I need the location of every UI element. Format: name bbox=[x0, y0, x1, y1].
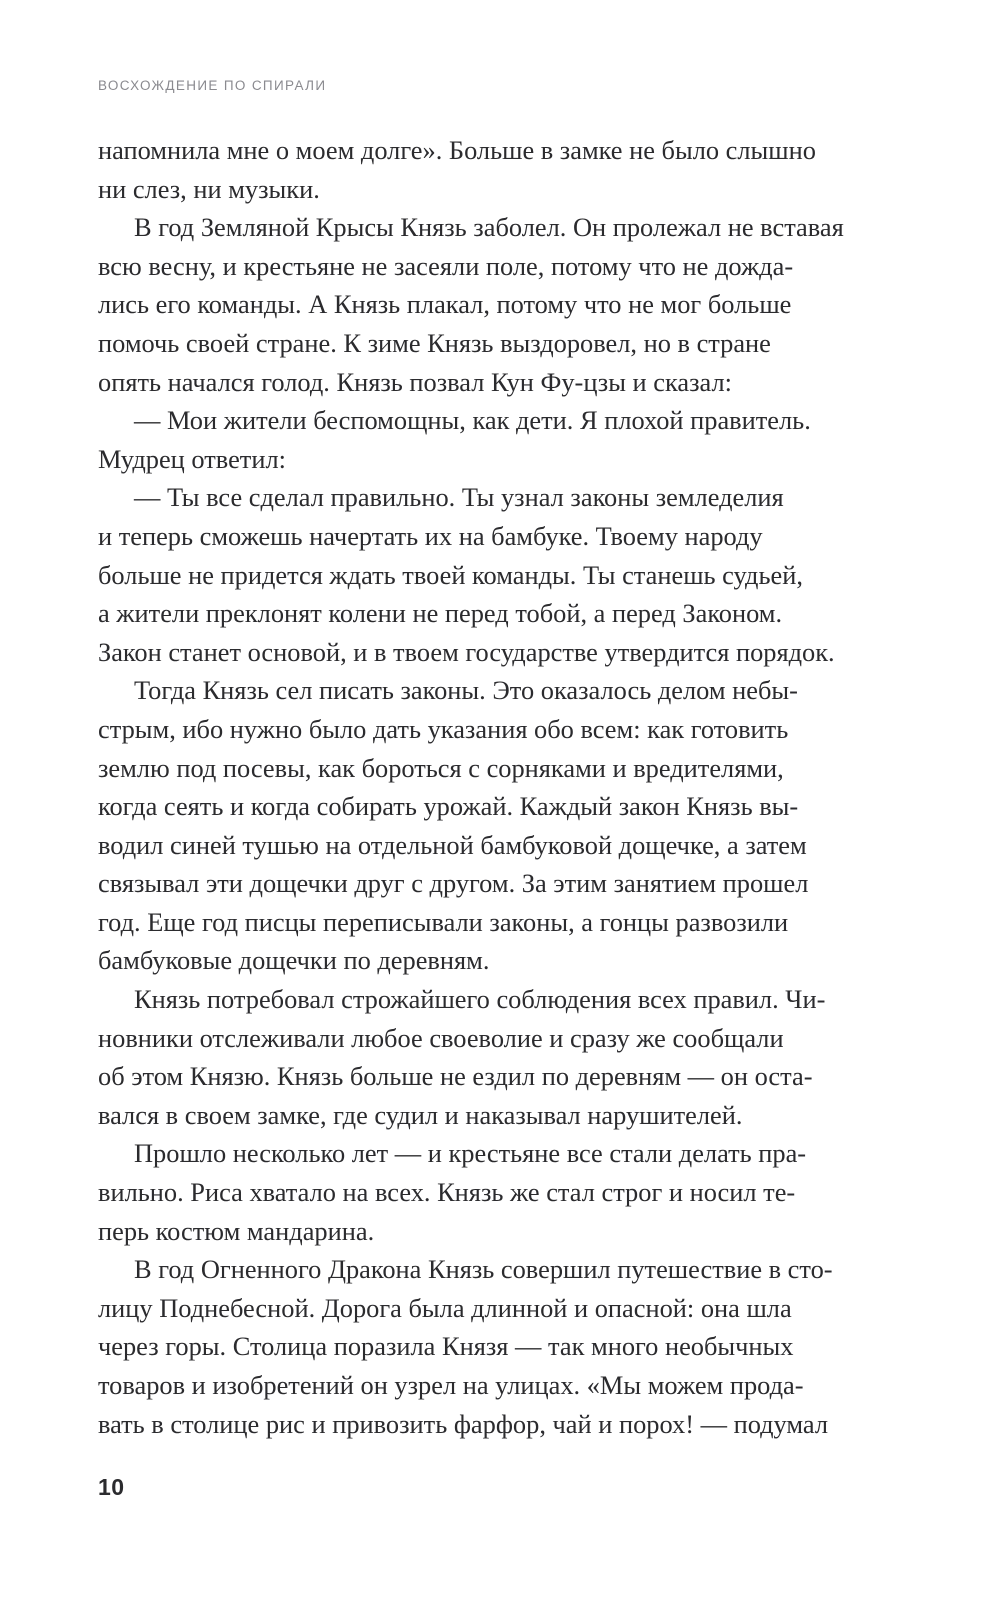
text-line: когда сеять и когда собирать урожай. Каждый закон Князь вы- bbox=[98, 791, 799, 822]
text-line: Закон станет основой, и в твоем государстве утвердится порядок. bbox=[98, 636, 835, 667]
text-line: бамбуковые дощечки по деревням. bbox=[98, 945, 490, 976]
text-line: год. Еще год писцы переписывали законы, а гонцы развозили bbox=[98, 906, 789, 937]
text-line: ни слез, ни музыки. bbox=[98, 173, 320, 204]
paragraph bbox=[98, 1134, 900, 1250]
text-line: всю весну, и крестьяне не засеяли поле, потому что не дожда- bbox=[98, 250, 794, 281]
text-line: землю под посевы, как бороться с сорняками и вредителями, bbox=[98, 752, 784, 783]
text-line: помочь своей стране. К зиме Князь выздоровел, но в стране bbox=[98, 327, 771, 358]
text-line: — Ты все сделал правильно. Ты узнал законы земледелия bbox=[134, 482, 784, 513]
text-line: перь костюм мандарина. bbox=[98, 1215, 375, 1246]
text-line: Прошло несколько лет — и крестьяне все стали делать пра- bbox=[134, 1138, 807, 1169]
text-line: стрым, ибо нужно было дать указания обо всем: как готовить bbox=[98, 713, 789, 744]
paragraph bbox=[98, 1250, 900, 1443]
text-line: новники отслеживали любое своеволие и сразу же сообщали bbox=[98, 1022, 784, 1053]
text-line: В год Земляной Крысы Князь заболел. Он пролежал не вставая bbox=[134, 212, 844, 243]
paragraph bbox=[98, 208, 900, 401]
text-line: вильно. Риса хватало на всех. Князь же стал строг и носил те- bbox=[98, 1177, 796, 1208]
text-line: — Мои жители беспомощны, как дети. Я плохой правитель. bbox=[134, 405, 811, 436]
text-line: вался в своем замке, где судил и наказывал нарушителей. bbox=[98, 1099, 743, 1130]
text-line: Мудрец ответил: bbox=[98, 443, 286, 474]
text-line: опять начался голод. Князь позвал Кун Фу-цзы и сказал: bbox=[98, 366, 732, 397]
text-line: связывал эти дощечки друг с другом. За этим занятием прошел bbox=[98, 868, 809, 899]
text-line: лицу Поднебесной. Дорога была длинной и опасной: она шла bbox=[98, 1292, 792, 1323]
text-line: В год Огненного Дракона Князь совершил путешествие в сто- bbox=[134, 1254, 833, 1285]
text-line: Тогда Князь сел писать законы. Это оказалось делом небы- bbox=[134, 675, 798, 706]
text-line: и теперь сможешь начертать их на бамбуке. Твоему народу bbox=[98, 520, 763, 551]
text-line: водил синей тушью на отдельной бамбуковой дощечке, а затем bbox=[98, 829, 807, 860]
text-line: а жители преклонят колени не перед тобой, а перед Законом. bbox=[98, 598, 783, 629]
body-text-block bbox=[98, 131, 900, 1443]
paragraph bbox=[98, 980, 900, 1134]
running-header: ВОСХОЖДЕНИЕ ПО СПИРАЛИ bbox=[98, 78, 327, 93]
text-line: Князь потребовал строжайшего соблюдения всех правил. Чи- bbox=[134, 984, 826, 1015]
paragraph bbox=[98, 131, 900, 208]
text-line: товаров и изобретений он узрел на улицах. «Мы можем прода- bbox=[98, 1370, 804, 1400]
text-line: напомнила мне о моем долге». Больше в замке не было слышно bbox=[98, 135, 816, 165]
paragraph bbox=[98, 401, 900, 440]
paragraph bbox=[98, 671, 900, 980]
text-line: через горы. Столица поразила Князя — так много необычных bbox=[98, 1331, 794, 1362]
paragraph bbox=[98, 478, 900, 671]
text-line: лись его команды. А Князь плакал, потому что не мог больше bbox=[98, 289, 792, 320]
page-number: 10 bbox=[98, 1474, 125, 1500]
paragraph bbox=[98, 440, 900, 479]
text-line: об этом Князю. Князь больше не ездил по деревням — он оста- bbox=[98, 1061, 813, 1092]
text-line: вать в столице рис и привозить фарфор, чай и порох! — подумал bbox=[98, 1408, 829, 1439]
text-line: больше не придется ждать твоей команды. Ты станешь судьей, bbox=[98, 559, 803, 590]
